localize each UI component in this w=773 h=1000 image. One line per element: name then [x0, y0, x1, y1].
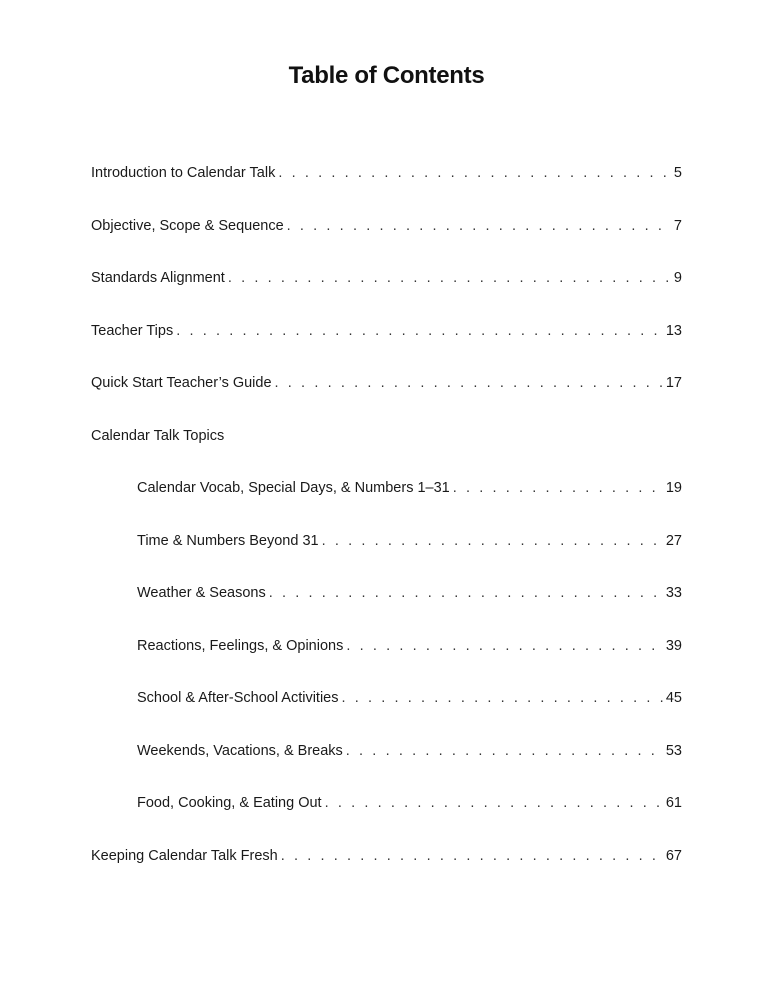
- toc-subentry-calendar-vocab[interactable]: [91, 478, 682, 531]
- toc-entry-page-number: 13: [665, 322, 682, 339]
- toc-subentry-time-numbers[interactable]: [91, 531, 682, 584]
- toc-entry-label: Time & Numbers Beyond 31: [137, 532, 319, 549]
- toc-entry-page-number: 67: [665, 847, 682, 864]
- toc-entry-page-number: 33: [665, 585, 682, 601]
- toc-entry-page-number: 17: [665, 375, 682, 391]
- toc-entry-teacher-tips[interactable]: [91, 321, 682, 374]
- toc-entry-page-number: 39: [665, 637, 682, 654]
- toc-entry-page-number: 45: [665, 690, 682, 706]
- toc-subentry-school-activities[interactable]: [91, 688, 682, 741]
- dot-leader: [176, 321, 663, 341]
- toc-entry-page-number: 19: [665, 480, 682, 496]
- toc-entry-label: Reactions, Feelings, & Opinions: [137, 637, 344, 654]
- toc-entry-page-number: 61: [665, 795, 682, 811]
- dot-leader: [453, 478, 663, 498]
- toc-subentry-reactions-feelings[interactable]: [91, 636, 682, 689]
- toc-entry-introduction[interactable]: [91, 163, 682, 216]
- toc-subentry-weather-seasons[interactable]: [91, 583, 682, 636]
- toc-entry-label: Quick Start Teacher’s Guide: [91, 375, 272, 391]
- dot-leader: [228, 268, 671, 288]
- toc-entry-objective-scope-sequence[interactable]: [91, 216, 682, 269]
- toc-entry-label: Weather & Seasons: [137, 585, 266, 601]
- dot-leader: [287, 216, 671, 236]
- toc-entry-page-number: 9: [673, 270, 682, 286]
- toc-subentry-weekends-vacations[interactable]: [91, 741, 682, 794]
- dot-leader: [346, 741, 663, 761]
- toc-section-heading-calendar-talk-topics: [91, 426, 682, 479]
- dot-leader: [281, 846, 663, 866]
- dot-leader: [346, 636, 663, 656]
- toc-entry-page-number: 27: [665, 532, 682, 549]
- toc-entry-quick-start-guide[interactable]: [91, 373, 682, 426]
- dot-leader: [325, 793, 663, 813]
- toc-entry-label: Teacher Tips: [91, 322, 174, 339]
- toc-entry-label: Introduction to Calendar Talk: [91, 165, 276, 181]
- table-of-contents: [91, 163, 682, 898]
- toc-subentry-food-cooking[interactable]: [91, 793, 682, 846]
- toc-entry-page-number: 7: [673, 217, 682, 234]
- toc-section-label: Calendar Talk Topics: [91, 427, 225, 444]
- toc-entry-label: Food, Cooking, & Eating Out: [137, 795, 322, 811]
- toc-entry-label: Standards Alignment: [91, 270, 225, 286]
- toc-entry-page-number: 5: [673, 165, 682, 181]
- dot-leader: [322, 531, 663, 551]
- toc-entry-label: Calendar Vocab, Special Days, & Numbers 1–31: [137, 480, 450, 496]
- dot-leader: [278, 163, 671, 183]
- dot-leader: [269, 583, 663, 603]
- toc-entry-label: Keeping Calendar Talk Fresh: [91, 847, 278, 864]
- page-title: Table of Contents: [288, 62, 485, 89]
- toc-entry-label: Objective, Scope & Sequence: [91, 217, 284, 234]
- dot-leader: [275, 373, 663, 393]
- toc-entry-page-number: 53: [665, 742, 682, 759]
- toc-entry-label: School & After-School Activities: [137, 690, 339, 706]
- toc-entry-standards-alignment[interactable]: [91, 268, 682, 321]
- dot-leader: [342, 688, 663, 708]
- toc-entry-keeping-fresh[interactable]: [91, 846, 682, 899]
- toc-entry-label: Weekends, Vacations, & Breaks: [137, 742, 343, 759]
